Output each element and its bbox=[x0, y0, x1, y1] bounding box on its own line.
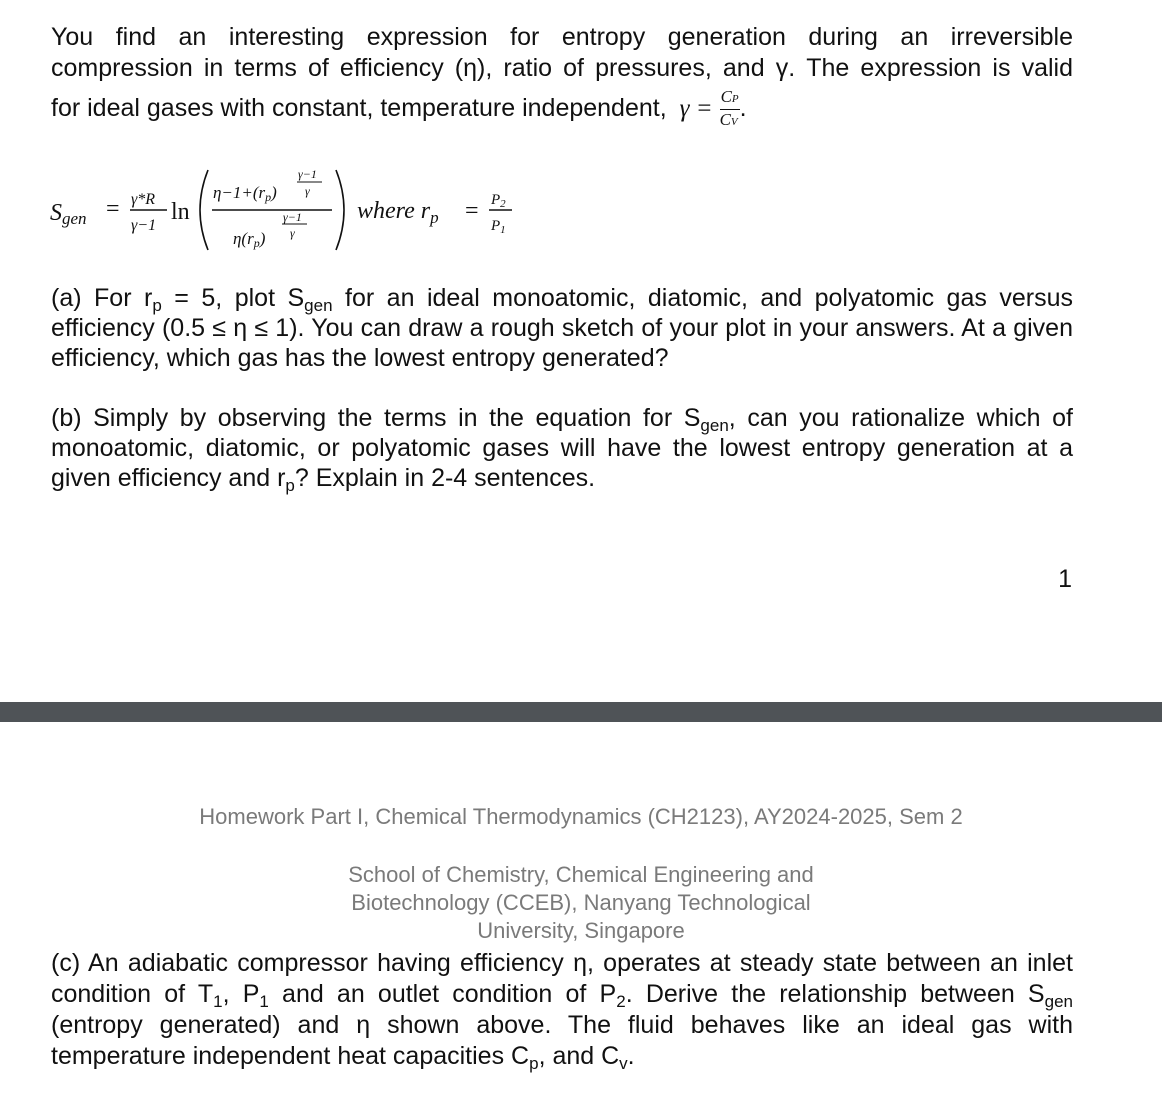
intro-paragraph bbox=[51, 22, 1073, 132]
numerator-exponent-num: γ−1 bbox=[298, 167, 317, 181]
right-paren bbox=[336, 170, 344, 250]
p2-term: $P_2$ bbox=[491, 192, 506, 210]
p1-term: $P_1$ bbox=[491, 218, 506, 236]
part-a-question: (a) For $r_p = 5$, plot $S_{gen}$ for an ideal monoatomic, diatomic, and polyatomic gas versus efficiency (0.5 ≤ η ≤ 1). You can draw a rough sketch of your plot in your answers. At a given efficiency, which gas has the lowest entropy generated? bbox=[51, 284, 1073, 372]
part-b-question: (b) Simply by observing the terms in the equation for $S_{gen}$, can you rationalize which of monoatomic, diatomic, or polyatomic gases will have the lowest entropy generation at a given efficiency and $r_p$? Explain in 2-4 sentences. bbox=[51, 404, 1073, 495]
intro-line-3 bbox=[51, 87, 1073, 132]
part-c-question: (c) An adiabatic compressor having efficiency η, operates at steady state between an inlet condition of $T_1$, $P_1$ and an outlet condition of $P_2$. Derive the relationship between $S_{gen}$ (entropy generated) and η shown above. The fluid behaves like an ideal gas with temperature independent heat capacities $C_p$, and $C_v$. bbox=[51, 949, 1073, 1073]
intro-line-3-text: for ideal gases with constant, temperature independent, bbox=[51, 94, 667, 123]
gamma-definition: γ = bbox=[679, 95, 713, 123]
equals-sign: = bbox=[106, 196, 120, 222]
page-number: 1 bbox=[1058, 565, 1072, 593]
denominator-exponent-num: γ−1 bbox=[283, 210, 302, 224]
cp-term: CP bbox=[720, 87, 740, 110]
intro-period: . bbox=[739, 94, 747, 123]
coef-numerator: γ*R bbox=[131, 191, 156, 208]
entropy-generation-equation bbox=[40, 158, 580, 258]
left-paren bbox=[200, 170, 208, 250]
course-header: Homework Part I, Chemical Thermodynamics (CH2123), AY2024-2025, Sem 2 bbox=[199, 804, 963, 829]
inner-denominator: η(rp) bbox=[233, 229, 266, 250]
sgen-symbol: Sgen bbox=[50, 200, 87, 228]
ln-symbol: ln bbox=[171, 199, 190, 225]
cp-over-cv-fraction bbox=[720, 87, 740, 132]
intro-line-1: You find an interesting expression for entropy generation during an irreversible bbox=[51, 23, 1073, 51]
denominator-exponent-den: γ bbox=[290, 226, 295, 240]
coef-denominator: γ−1 bbox=[131, 217, 157, 234]
page-divider bbox=[0, 702, 1162, 722]
numerator-exponent-den: γ bbox=[305, 184, 310, 198]
inner-numerator: η−1+(rp) bbox=[213, 183, 277, 204]
where-rp: where $r_p$ bbox=[357, 198, 439, 227]
where-equals: = bbox=[465, 198, 479, 224]
intro-line-2: compression in terms of efficiency (η), ratio of pressures, and γ. The expression is valid bbox=[51, 54, 1073, 82]
school-header: School of Chemistry, Chemical Engineering and Biotechnology (CCEB), Nanyang Technological University, Singapore bbox=[348, 862, 814, 943]
cv-term: CV bbox=[719, 110, 738, 129]
